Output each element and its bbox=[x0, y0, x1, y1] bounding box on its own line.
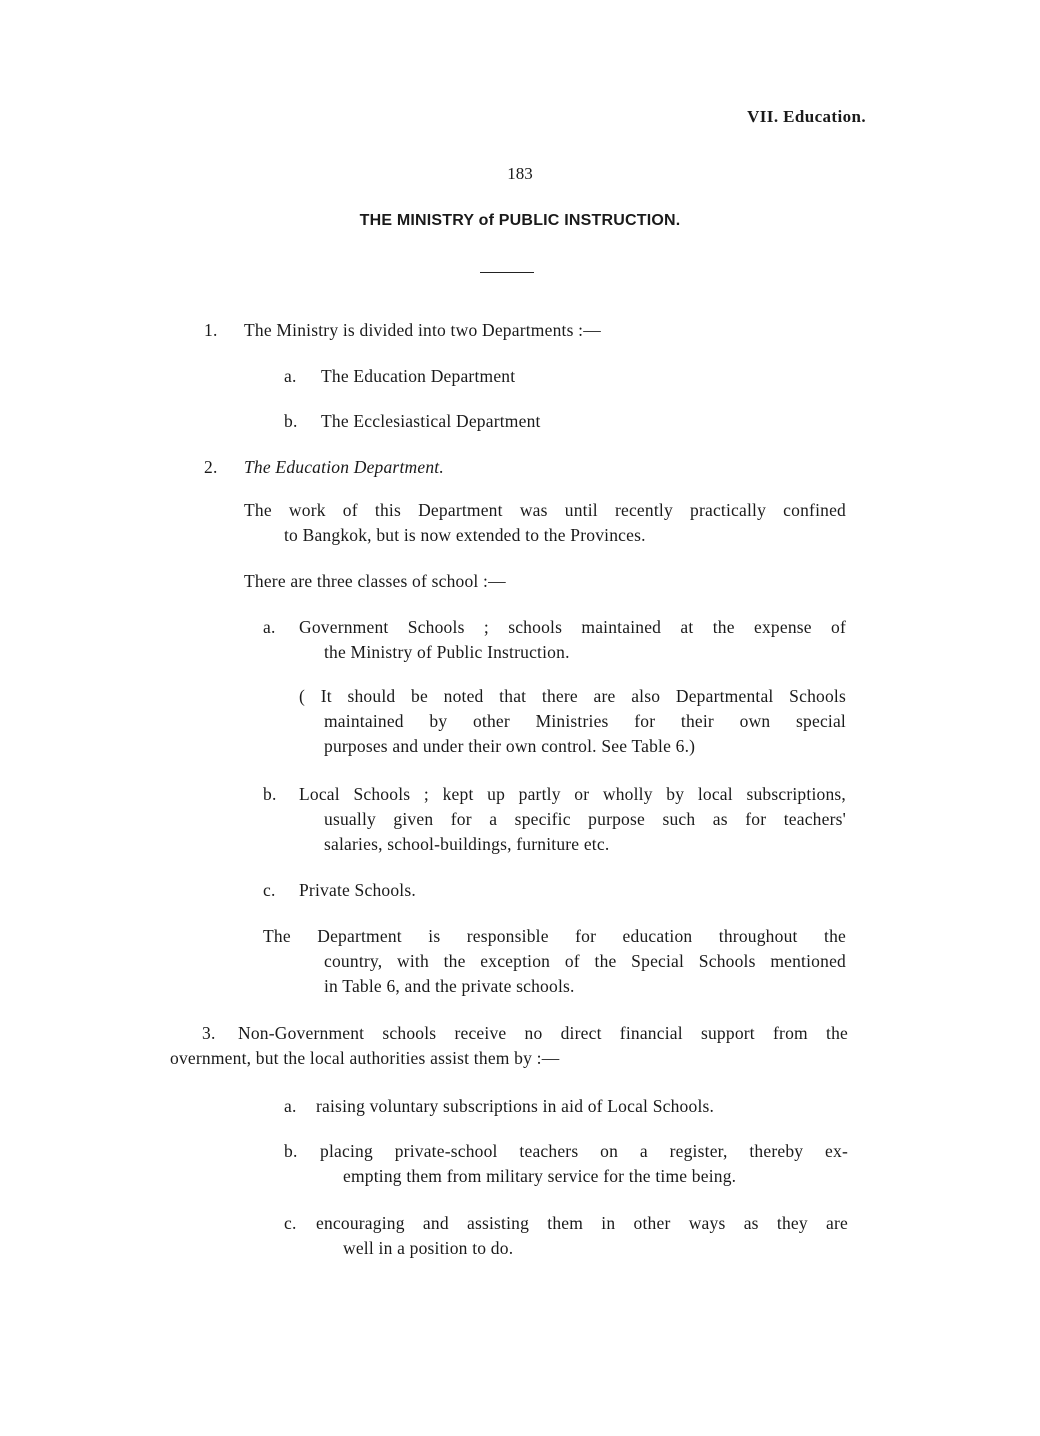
school-c-text: Private Schools. bbox=[299, 880, 416, 900]
title-divider bbox=[480, 272, 534, 273]
item-3a-marker: a. bbox=[284, 1096, 297, 1116]
item-2-number: 2. bbox=[204, 457, 218, 477]
school-b-line: usually given for a specific purpose such as for teachers' bbox=[324, 809, 846, 829]
item-3c-line: well in a position to do. bbox=[343, 1238, 514, 1258]
item-1-text: The Ministry is divided into two Departments :— bbox=[244, 320, 601, 340]
school-b-line: salaries, school-buildings, furniture etc. bbox=[324, 834, 610, 854]
note-line: ( It should be noted that there are also Departmental Schools bbox=[299, 686, 846, 706]
note-line: maintained by other Ministries for their own special bbox=[324, 711, 846, 731]
paragraph-line: in Table 6, and the private schools. bbox=[324, 976, 575, 996]
item-3b-line: placing private-school teachers on a register, thereby ex- bbox=[320, 1141, 848, 1161]
item-3-number: 3. bbox=[202, 1023, 216, 1043]
item-1a-text: The Education Department bbox=[321, 366, 516, 386]
school-b-marker: b. bbox=[263, 784, 277, 804]
item-3b-marker: b. bbox=[284, 1141, 298, 1161]
item-3-line: Non-Government schools receive no direct financial support from the bbox=[238, 1023, 848, 1043]
school-a-line: the Ministry of Public Instruction. bbox=[324, 642, 570, 662]
item-3a-text: raising voluntary subscriptions in aid of Local Schools. bbox=[316, 1096, 715, 1116]
school-b-line: Local Schools ; kept up partly or wholly by local subscriptions, bbox=[299, 784, 846, 804]
school-c-marker: c. bbox=[263, 880, 276, 900]
paragraph-line: country, with the exception of the Special Schools mentioned bbox=[324, 951, 846, 971]
item-1b-text: The Ecclesiastical Department bbox=[321, 411, 541, 431]
item-3-line: overnment, but the local authorities assist them by :— bbox=[170, 1048, 560, 1068]
item-3b-line: empting them from military service for the time being. bbox=[343, 1166, 737, 1186]
item-2-heading: The Education Department. bbox=[244, 457, 444, 477]
item-3c-marker: c. bbox=[284, 1213, 297, 1233]
item-1a-marker: a. bbox=[284, 366, 297, 386]
paragraph-line: to Bangkok, but is now extended to the Provinces. bbox=[284, 525, 646, 545]
page-number: 183 bbox=[507, 164, 533, 183]
item-3c-line: encouraging and assisting them in other ways as they are bbox=[316, 1213, 848, 1233]
paragraph-line: The Department is responsible for education throughout the bbox=[263, 926, 846, 946]
note-line: purposes and under their own control. See Table 6.) bbox=[324, 736, 696, 756]
page-title: THE MINISTRY of PUBLIC INSTRUCTION. bbox=[359, 212, 681, 229]
school-a-line: Government Schools ; schools maintained at the expense of bbox=[299, 617, 846, 637]
item-1b-marker: b. bbox=[284, 411, 298, 431]
section-header: VII. Education. bbox=[747, 107, 866, 126]
paragraph-line: The work of this Department was until recently practically confined bbox=[244, 500, 846, 520]
school-a-marker: a. bbox=[263, 617, 276, 637]
paragraph-line: There are three classes of school :— bbox=[244, 571, 506, 591]
item-1-number: 1. bbox=[204, 320, 218, 340]
